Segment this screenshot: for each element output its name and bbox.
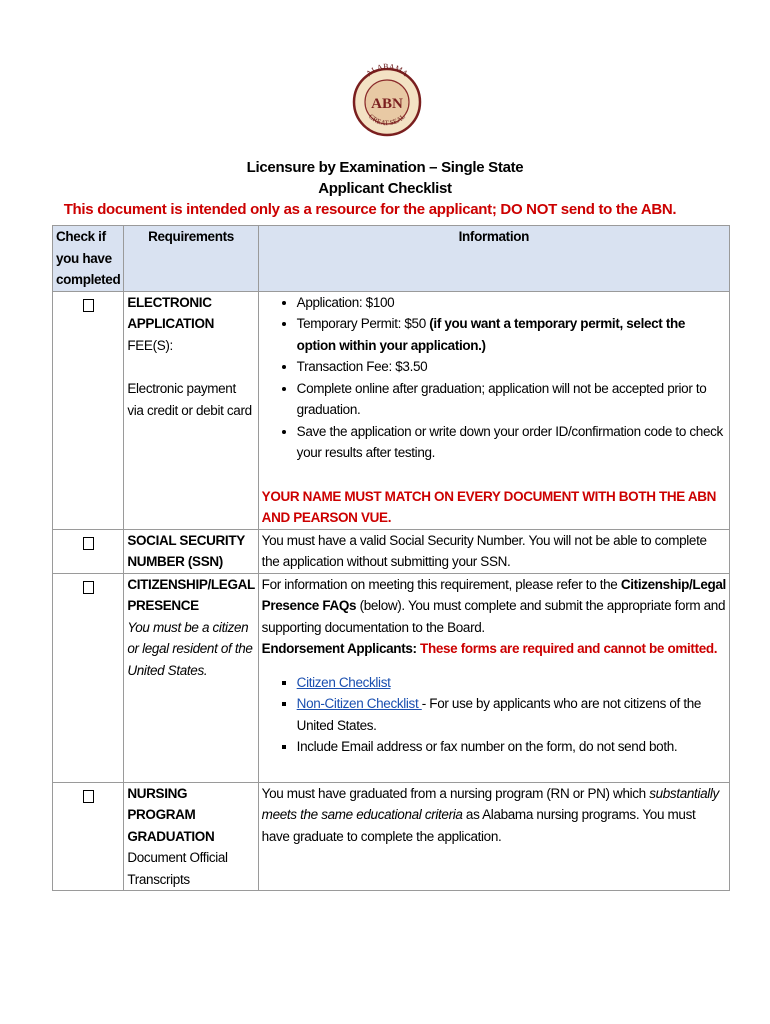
list-item: ▪ Include Email address or fax number on the form, do not send both. <box>297 736 726 758</box>
document-title: Licensure by Examination – Single State <box>246 159 524 176</box>
non-citizen-checklist-link[interactable]: Non-Citizen Checklist <box>296 696 422 711</box>
abn-seal-logo <box>352 52 422 152</box>
list-item: • Save the application or write down your order ID/confirmation code to check your results after testing. <box>297 421 726 464</box>
fee-list <box>262 292 726 464</box>
name-match-warning: YOUR NAME MUST MATCH ON EVERY DOCUMENT WITH BOTH THE ABN AND PEARSON VUE. <box>261 488 717 525</box>
information-cell: You must have a valid Social Security Number. You will not be able to complete the application without submitting your SSN. <box>258 529 729 573</box>
list-item: • Transaction Fee: $3.50 <box>297 356 726 378</box>
requirement-cell: SOCIAL SECURITY NUMBER (SSN) <box>124 529 258 573</box>
information-cell <box>258 291 729 529</box>
citizen-checklist-link[interactable]: Citizen Checklist <box>296 674 391 690</box>
requirement-note: Electronic payment via credit or debit card <box>127 381 252 418</box>
table-row <box>53 291 730 529</box>
checkbox[interactable] <box>83 537 94 550</box>
requirement-cell: NURSING PROGRAM GRADUATION Document Official Transcripts <box>124 782 258 891</box>
table-row <box>53 529 730 573</box>
table-header-row <box>53 226 730 292</box>
svg-text:GREAT SEAL: GREAT SEAL <box>366 112 408 128</box>
list-item: • Temporary Permit: $50 (if you want a temporary permit, select the option within your application.) <box>297 313 726 356</box>
header-information: Information <box>258 226 729 292</box>
warning-notice: This document is intended only as a resource for the applicant; DO NOT send to the ABN. <box>63 201 677 218</box>
list-item: • Complete online after graduation; application will not be accepted prior to graduation. <box>297 378 726 421</box>
applicant-checklist-table <box>52 225 730 891</box>
requirement-cell: ELECTRONIC APPLICATION FEE(S): Electronic payment via credit or debit card <box>124 291 258 529</box>
checklist-links <box>262 672 726 758</box>
table-row <box>53 782 730 891</box>
list-item: • Application: $100 <box>297 292 726 314</box>
list-item: ▪ Non-Citizen Checklist - For use by applicants who are not citizens of the United States. <box>297 693 726 736</box>
document-subtitle: Applicant Checklist <box>318 180 452 197</box>
header-requirements: Requirements <box>124 226 258 292</box>
information-cell: You must have graduated from a nursing program (RN or PN) which substantially meets the same educational criteria as Alabama nursing programs. You must have graduate to complete the application. <box>258 782 729 891</box>
svg-text:ABN: ABN <box>371 96 403 112</box>
document-header <box>0 157 770 220</box>
list-item <box>297 672 726 694</box>
header-check: Check if you have completed <box>53 226 124 292</box>
information-cell: For information on meeting this requirement, please refer to the Citizenship/Legal Presence FAQs (below). You must complete and submit the appropriate form and supporting documentation to the Board. Endorsement Applicants: These forms are required and cannot be omitted. ▪ Citizen Checklist ▪ Non-Citizen Checklist - For use by applicants who are not citizens of the United States. ▪ Include Email address or fax number on the form, do not send both. <box>258 573 729 782</box>
checkbox[interactable] <box>83 790 94 803</box>
requirement-cell: CITIZENSHIP/LEGAL PRESENCE You must be a citizen or legal resident of the United States. <box>124 573 258 782</box>
checkbox[interactable] <box>83 299 94 312</box>
svg-text:ALABAMA: ALABAMA <box>364 61 410 79</box>
table-row <box>53 573 730 782</box>
checkbox[interactable] <box>83 581 94 594</box>
